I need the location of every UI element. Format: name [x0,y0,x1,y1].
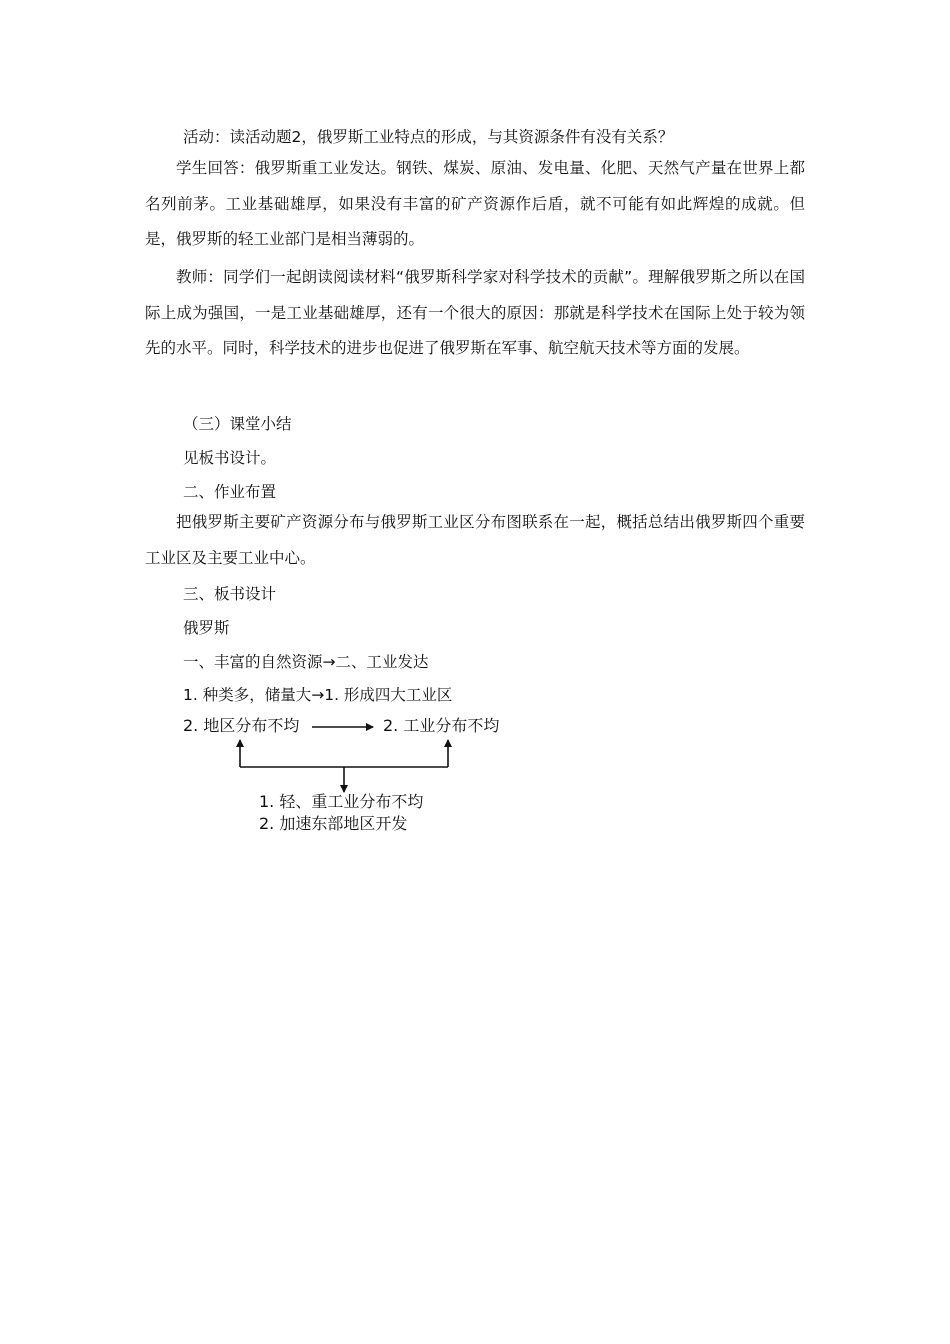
teacher-paragraph: 教师：同学们一起朗读阅读材料“俄罗斯科学家对科学技术的贡献”。理解俄罗斯之所以在国际上成为强国，一是工业基础雄厚，还有一个很大的原因：那就是科学技术在国际上处于较为领先的水平。同时，科学技术的进步也促进了俄罗斯在军事、航空航天技术等方面的发展。 [145,268,805,357]
board-diagram [175,710,535,840]
board-line-1: 一、丰富的自然资源→二、工业发达 [183,653,429,671]
student-answer-paragraph: 学生回答：俄罗斯重工业发达。钢铁、煤炭、原油、发电量、化肥、天然气产量在世界上都名列前茅。工业基础雄厚，如果没有丰富的矿产资源作后盾，就不可能有如此辉煌的成就。但是，俄罗斯的轻工业部门是相当薄弱的。 [145,159,805,248]
summary-heading: （三）课堂小结 [183,415,292,433]
summary-text: 见板书设计。 [183,449,277,467]
activity-paragraph: 活动：读活动题2，俄罗斯工业特点的形成，与其资源条件有没有关系？ [183,128,674,146]
board-title: 俄罗斯 [183,619,230,637]
board-heading: 三、板书设计 [183,585,277,603]
diagram-bottom-line-1: 1. 轻、重工业分布不均 [259,792,424,811]
diagram-bottom-line-2: 2. 加速东部地区开发 [259,814,408,833]
homework-heading: 二、作业布置 [183,483,277,501]
diagram-left-label: 2. 地区分布不均 [183,716,300,735]
diagram-right-label: 2. 工业分布不均 [383,716,500,735]
board-line-2: 1. 种类多，储量大→1. 形成四大工业区 [183,686,453,704]
homework-paragraph: 把俄罗斯主要矿产资源分布与俄罗斯工业区分布图联系在一起，概括总结出俄罗斯四个重要工业区及主要工业中心。 [145,513,805,567]
